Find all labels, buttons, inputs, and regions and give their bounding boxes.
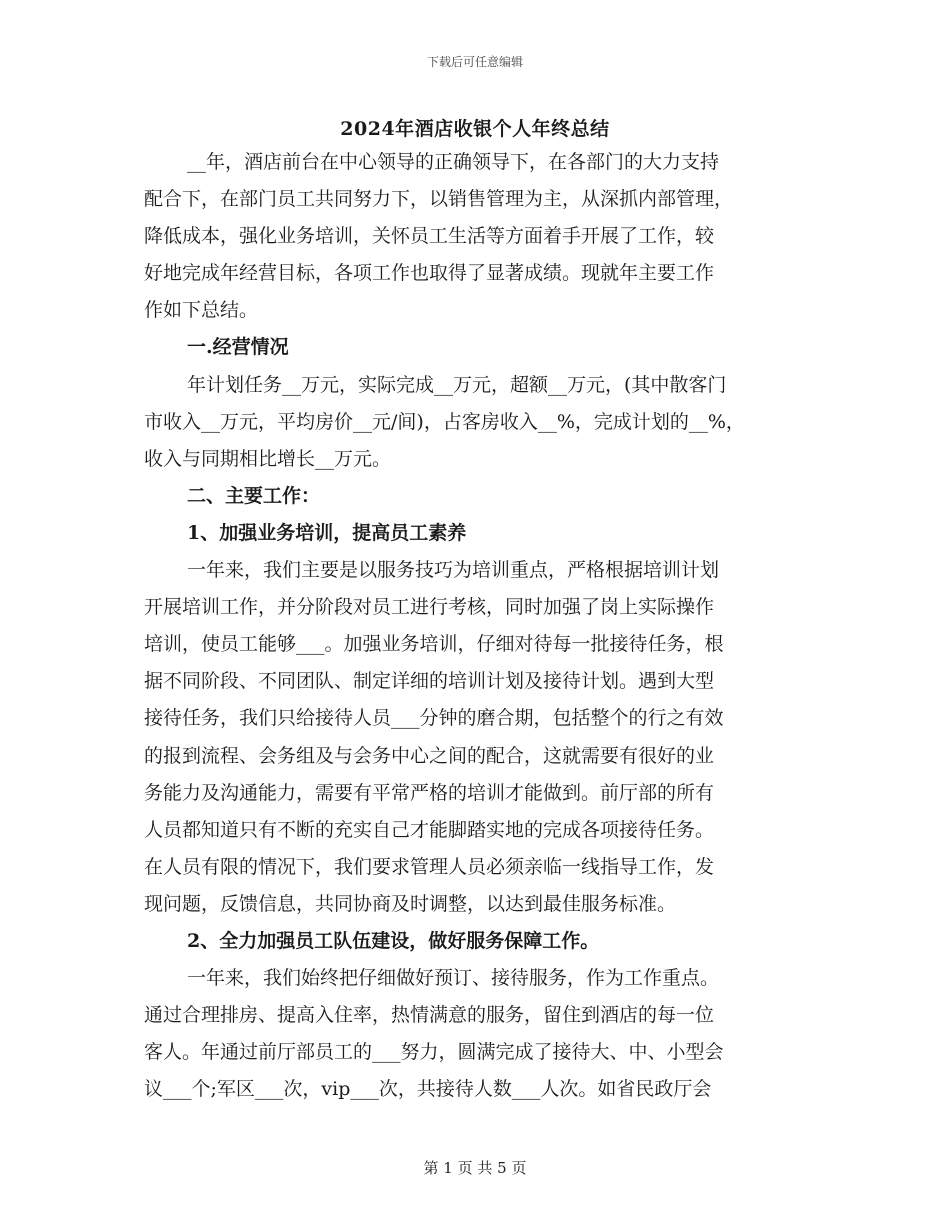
paragraph-line: 降低成本，强化业务培训，关怀员工生活等方面着手开展了工作，较 — [144, 225, 715, 248]
document-body — [144, 144, 816, 1108]
section-heading: 2、全力加强员工队伍建设，做好服务保障工作。 — [187, 929, 600, 952]
paragraph-line: 客人。年通过前厅部员工的___努力，圆满完成了接待大、中、小型会 — [144, 1041, 724, 1064]
paragraph-line: 的报到流程、会务组及与会务中心之间的配合，这就需要有很好的业 — [144, 744, 715, 767]
paragraph-line: 据不同阶段、不同团队、制定详细的培训计划及接待计划。遇到大型 — [144, 670, 715, 693]
paragraph-line: 作如下总结。 — [144, 299, 259, 322]
paragraph-line: 收入与同期相比增长__万元。 — [144, 447, 392, 470]
section-heading: 一.经营情况 — [187, 336, 289, 359]
paragraph-line: 年计划任务__万元，实际完成__万元，超额__万元，(其中散客门 — [187, 373, 727, 396]
paragraph-line: 通过合理排房、提高入住率，热情满意的服务，留住到酒店的每一位 — [144, 1004, 715, 1027]
paragraph-line: 配合下，在部门员工共同努力下，以销售管理为主，从深抓内部管理， — [144, 188, 734, 211]
paragraph-line: 接待任务，我们只给接待人员___分钟的磨合期，包括整个的行之有效 — [144, 707, 724, 730]
document-title: 2024年酒店收银个人年终总结 — [340, 118, 610, 140]
paragraph-line: 现问题，反馈信息，共同协商及时调整，以达到最佳服务标准。 — [144, 892, 677, 915]
paragraph-line: 议___个;军区___次，vip___次，共接待人数___人次。如省民政厅会 — [144, 1078, 712, 1101]
paragraph-line: 培训，使员工能够___。加强业务培训，仔细对待每一批接待任务，根 — [144, 633, 724, 656]
paragraph-line: 务能力及沟通能力，需要有平常严格的培训才能做到。前厅部的所有 — [144, 781, 715, 804]
section-heading: 二、主要工作： — [187, 484, 321, 507]
paragraph-line: 开展培训工作，并分阶段对员工进行考核，同时加强了岗上实际操作 — [144, 596, 715, 619]
paragraph-line: 一年来，我们始终把仔细做好预订、接待服务，作为工作重点。 — [187, 967, 720, 990]
section-heading: 1、加强业务培训，提高员工素养 — [187, 521, 467, 544]
paragraph-line: 一年来，我们主要是以服务技巧为培训重点，严格根据培训计划 — [187, 559, 720, 582]
page-number: 第 1 页 共 5 页 — [423, 1159, 527, 1177]
paragraph-line: __年，酒店前台在中心领导的正确领导下，在各部门的大力支持 — [187, 151, 720, 173]
page-header-note: 下载后可任意编辑 — [426, 55, 523, 69]
paragraph-line: 人员都知道只有不断的充实自己才能脚踏实地的完成各项接待任务。 — [144, 818, 715, 841]
paragraph-line: 市收入__万元，平均房价__元/间)，占客房收入__%，完成计划的__%， — [144, 410, 745, 433]
paragraph-line: 好地完成年经营目标，各项工作也取得了显著成绩。现就年主要工作 — [144, 262, 715, 285]
paragraph-line: 在人员有限的情况下，我们要求管理人员必须亲临一线指导工作，发 — [144, 855, 715, 878]
